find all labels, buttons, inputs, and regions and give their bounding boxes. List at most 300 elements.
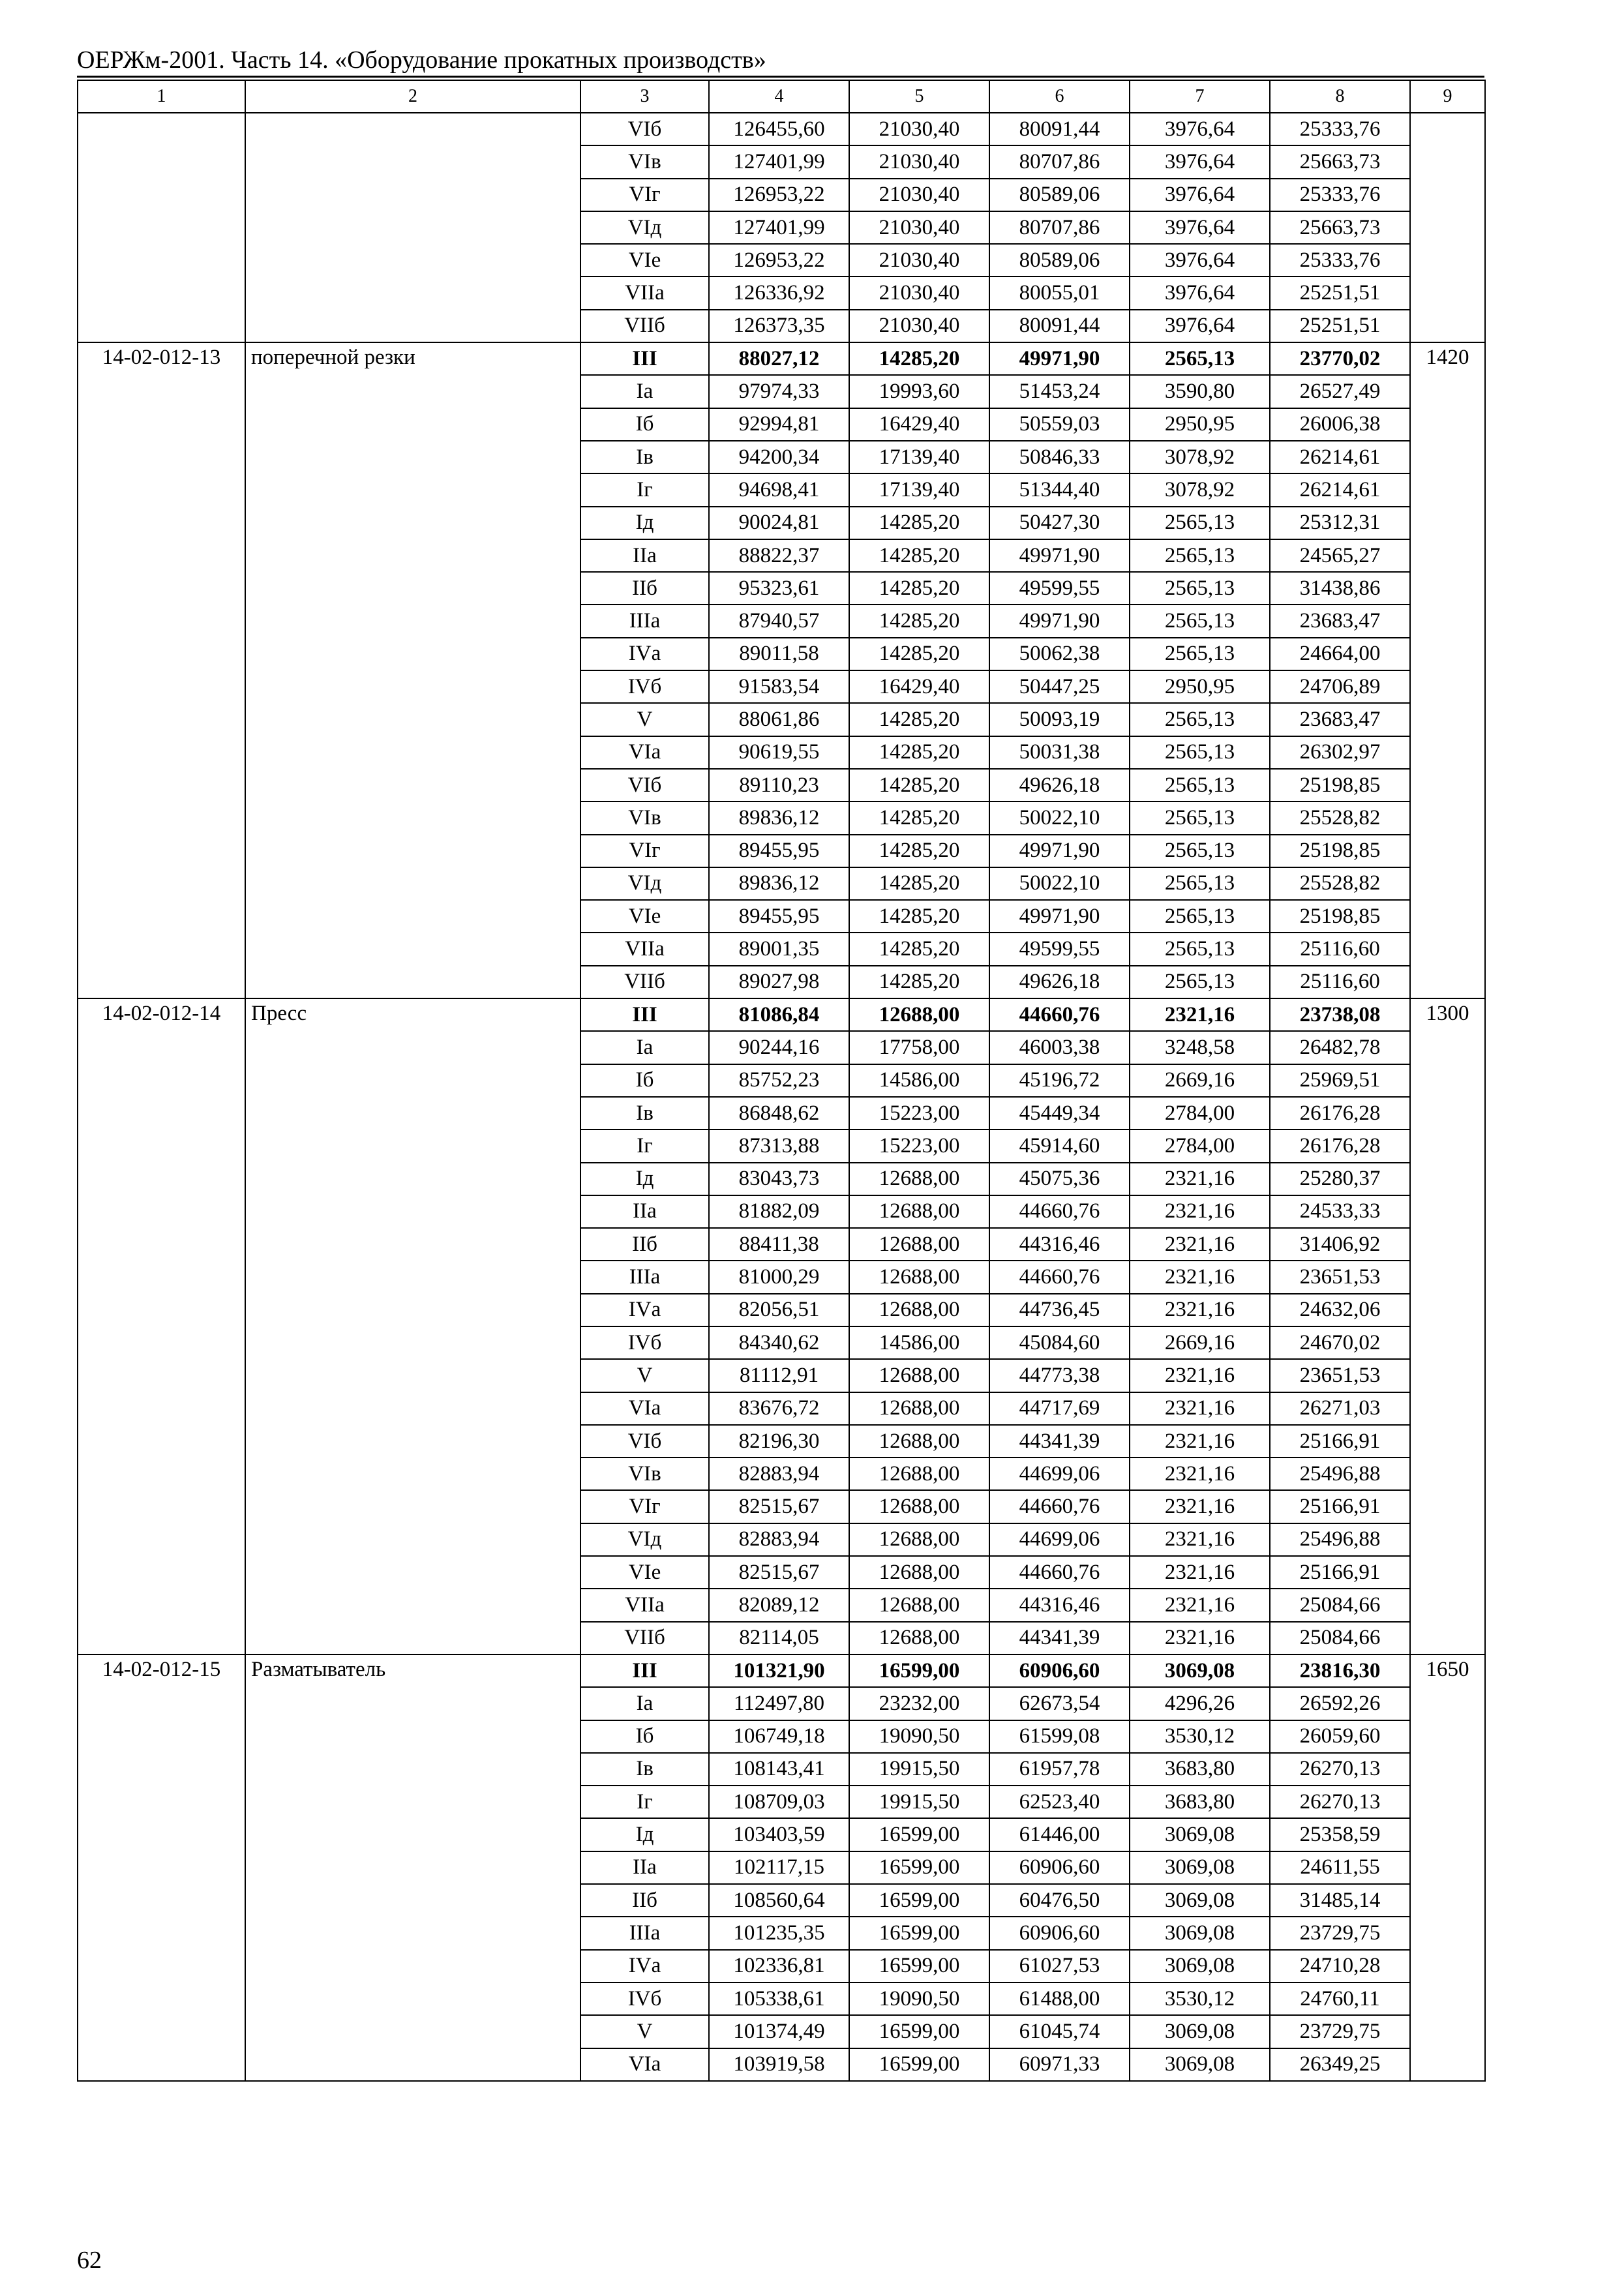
value-cell-v7: 2669,16 [1130,1064,1270,1097]
value-cell-v5: 21030,40 [849,145,989,178]
value-cell-v4: 81086,84 [709,998,849,1031]
value-cell-v7: 2565,13 [1130,572,1270,605]
value-cell-v5: 14285,20 [849,867,989,900]
value-cell-v7: 2565,13 [1130,900,1270,933]
zone-cell: VIе [580,244,709,277]
value-cell-v5: 12688,00 [849,1261,989,1293]
value-cell-v7: 3069,08 [1130,1818,1270,1851]
value-cell-v6: 80091,44 [989,113,1130,145]
value-cell-v4: 101321,90 [709,1654,849,1687]
value-cell-v4: 105338,61 [709,1982,849,2015]
value-cell-v4: 89011,58 [709,638,849,670]
value-cell-v8: 25663,73 [1270,211,1410,244]
zone-cell: IVб [580,670,709,703]
value-cell-v7: 3530,12 [1130,1982,1270,2015]
zone-cell: IVа [580,638,709,670]
zone-cell: IIIа [580,1261,709,1293]
price-table [77,80,1486,2082]
value-cell-v7: 2950,95 [1130,670,1270,703]
zone-cell: Iб [580,408,709,441]
value-cell-v5: 21030,40 [849,310,989,342]
value-cell-v6: 44660,76 [989,1195,1130,1228]
value-cell-v6: 44660,76 [989,1261,1130,1293]
value-cell-v8: 25333,76 [1270,179,1410,211]
value-cell-v7: 2565,13 [1130,507,1270,539]
value-cell-v5: 14285,20 [849,342,989,375]
item-name-cell [245,113,580,342]
value-cell-v7: 2565,13 [1130,966,1270,998]
value-cell-v7: 2321,16 [1130,1195,1270,1228]
value-cell-v7: 2565,13 [1130,342,1270,375]
value-cell-v4: 127401,99 [709,211,849,244]
item-name-cell: Пресс [245,998,580,1654]
value-cell-v8: 25280,37 [1270,1163,1410,1195]
value-cell-v4: 82114,05 [709,1622,849,1654]
zone-cell: VIб [580,769,709,801]
item-code-cell: 14-02-012-13 [78,342,245,998]
value-cell-v6: 44660,76 [989,1490,1130,1523]
value-cell-v5: 12688,00 [849,1392,989,1425]
value-cell-v7: 3078,92 [1130,441,1270,473]
value-cell-v5: 14285,20 [849,769,989,801]
zone-cell: IIIа [580,1917,709,1949]
zone-cell: VIд [580,867,709,900]
item-code-cell: 14-02-012-15 [78,1654,245,2081]
value-cell-v4: 101235,35 [709,1917,849,1949]
value-cell-v6: 80055,01 [989,277,1130,309]
zone-cell: V [580,2015,709,2048]
value-cell-v6: 60906,60 [989,1851,1130,1884]
value-cell-v6: 50559,03 [989,408,1130,441]
zone-cell: Iв [580,1753,709,1786]
value-cell-v4: 102336,81 [709,1950,849,1982]
value-cell-v7: 3976,64 [1130,211,1270,244]
value-cell-v7: 3069,08 [1130,1654,1270,1687]
value-cell-v5: 19915,50 [849,1753,989,1786]
value-cell-v8: 26176,28 [1270,1130,1410,1162]
value-cell-v4: 89001,35 [709,933,849,965]
value-cell-v5: 14285,20 [849,801,989,834]
value-cell-v6: 45084,60 [989,1326,1130,1359]
zone-cell: VIб [580,1425,709,1458]
value-cell-v6: 49971,90 [989,342,1130,375]
value-cell-v5: 19090,50 [849,1982,989,2015]
value-cell-v7: 2565,13 [1130,835,1270,867]
value-cell-v8: 31438,86 [1270,572,1410,605]
value-cell-v5: 16599,00 [849,1950,989,1982]
value-cell-v6: 50427,30 [989,507,1130,539]
zone-cell: IIа [580,1195,709,1228]
value-cell-v5: 17139,40 [849,473,989,506]
value-cell-v6: 44660,76 [989,1556,1130,1589]
value-cell-v8: 25333,76 [1270,244,1410,277]
zone-cell: VIIб [580,966,709,998]
value-cell-v5: 12688,00 [849,1195,989,1228]
column-number: 8 [1270,80,1410,113]
value-cell-v4: 83043,73 [709,1163,849,1195]
value-cell-v7: 2950,95 [1130,408,1270,441]
value-cell-v8: 25084,66 [1270,1622,1410,1654]
zone-cell: VIв [580,145,709,178]
value-cell-v7: 3069,08 [1130,1851,1270,1884]
value-cell-v5: 14586,00 [849,1326,989,1359]
zone-cell: IVа [580,1294,709,1326]
zone-cell: VIг [580,835,709,867]
value-cell-v8: 26271,03 [1270,1392,1410,1425]
zone-cell: IVа [580,1950,709,1982]
zone-cell: VIIа [580,933,709,965]
value-cell-v6: 44660,76 [989,998,1130,1031]
item-code-cell [78,113,245,342]
value-cell-v6: 45449,34 [989,1097,1130,1130]
table-row [78,998,1485,1031]
zone-cell: VIIа [580,1589,709,1621]
value-cell-v6: 62523,40 [989,1786,1130,1818]
value-cell-v4: 89455,95 [709,900,849,933]
table-body [78,80,1485,2081]
value-cell-v8: 25496,88 [1270,1523,1410,1556]
value-cell-v7: 2565,13 [1130,736,1270,769]
value-cell-v4: 82883,94 [709,1523,849,1556]
value-cell-v5: 14285,20 [849,638,989,670]
value-cell-v8: 23651,53 [1270,1261,1410,1293]
value-cell-v4: 86848,62 [709,1097,849,1130]
value-cell-v8: 25969,51 [1270,1064,1410,1097]
value-cell-v6: 61446,00 [989,1818,1130,1851]
value-cell-v6: 61027,53 [989,1950,1130,1982]
value-cell-v5: 15223,00 [849,1130,989,1162]
zone-cell: VIIб [580,310,709,342]
value-cell-v7: 2565,13 [1130,638,1270,670]
value-cell-v7: 2565,13 [1130,867,1270,900]
value-cell-v7: 2321,16 [1130,1490,1270,1523]
value-cell-v6: 61599,08 [989,1720,1130,1753]
value-cell-v4: 126953,22 [709,244,849,277]
value-cell-v5: 12688,00 [849,1294,989,1326]
value-cell-v6: 44316,46 [989,1589,1130,1621]
zone-cell: IVб [580,1326,709,1359]
extra-value-cell: 1300 [1410,998,1485,1654]
value-cell-v5: 14285,20 [849,539,989,572]
value-cell-v4: 82883,94 [709,1458,849,1490]
value-cell-v5: 16599,00 [849,2015,989,2048]
zone-cell: VIг [580,1490,709,1523]
value-cell-v5: 14285,20 [849,507,989,539]
value-cell-v6: 50062,38 [989,638,1130,670]
value-cell-v7: 2784,00 [1130,1097,1270,1130]
value-cell-v5: 12688,00 [849,1228,989,1261]
value-cell-v7: 2565,13 [1130,703,1270,736]
value-cell-v4: 83676,72 [709,1392,849,1425]
value-cell-v8: 25251,51 [1270,277,1410,309]
value-cell-v8: 25166,91 [1270,1556,1410,1589]
value-cell-v7: 2321,16 [1130,998,1270,1031]
value-cell-v4: 94698,41 [709,473,849,506]
value-cell-v7: 3976,64 [1130,179,1270,211]
value-cell-v7: 3976,64 [1130,310,1270,342]
zone-cell: Iа [580,1687,709,1720]
value-cell-v7: 2321,16 [1130,1589,1270,1621]
zone-cell: III [580,1654,709,1687]
value-cell-v5: 21030,40 [849,211,989,244]
value-cell-v8: 26270,13 [1270,1753,1410,1786]
value-cell-v4: 81000,29 [709,1261,849,1293]
value-cell-v7: 3069,08 [1130,1917,1270,1949]
value-cell-v5: 15223,00 [849,1097,989,1130]
value-cell-v8: 25663,73 [1270,145,1410,178]
zone-cell: VIб [580,113,709,145]
value-cell-v6: 62673,54 [989,1687,1130,1720]
zone-cell: VIв [580,801,709,834]
value-cell-v6: 50031,38 [989,736,1130,769]
value-cell-v6: 60906,60 [989,1917,1130,1949]
zone-cell: VIд [580,211,709,244]
value-cell-v8: 24632,06 [1270,1294,1410,1326]
value-cell-v6: 45196,72 [989,1064,1130,1097]
column-number: 5 [849,80,989,113]
zone-cell: VIд [580,1523,709,1556]
value-cell-v4: 82515,67 [709,1490,849,1523]
value-cell-v6: 49626,18 [989,966,1130,998]
value-cell-v5: 14586,00 [849,1064,989,1097]
value-cell-v4: 90619,55 [709,736,849,769]
zone-cell: IIб [580,1228,709,1261]
value-cell-v8: 25116,60 [1270,933,1410,965]
value-cell-v5: 14285,20 [849,703,989,736]
value-cell-v4: 89836,12 [709,867,849,900]
value-cell-v7: 2321,16 [1130,1261,1270,1293]
value-cell-v8: 24706,89 [1270,670,1410,703]
value-cell-v6: 49599,55 [989,572,1130,605]
value-cell-v5: 19915,50 [849,1786,989,1818]
value-cell-v4: 82515,67 [709,1556,849,1589]
column-number: 3 [580,80,709,113]
value-cell-v4: 90244,16 [709,1031,849,1064]
value-cell-v5: 16429,40 [849,670,989,703]
value-cell-v7: 2321,16 [1130,1294,1270,1326]
value-cell-v7: 3078,92 [1130,473,1270,506]
zone-cell: Iд [580,1163,709,1195]
zone-cell: Iд [580,507,709,539]
value-cell-v7: 3683,80 [1130,1753,1270,1786]
value-cell-v4: 81112,91 [709,1359,849,1392]
value-cell-v6: 49971,90 [989,900,1130,933]
value-cell-v7: 3590,80 [1130,375,1270,408]
value-cell-v8: 26592,26 [1270,1687,1410,1720]
zone-cell: Iв [580,1097,709,1130]
value-cell-v8: 26059,60 [1270,1720,1410,1753]
value-cell-v5: 16599,00 [849,2048,989,2081]
value-cell-v5: 14285,20 [849,835,989,867]
zone-cell: III [580,342,709,375]
value-cell-v4: 89110,23 [709,769,849,801]
value-cell-v7: 3976,64 [1130,113,1270,145]
value-cell-v5: 14285,20 [849,900,989,933]
value-cell-v4: 82089,12 [709,1589,849,1621]
value-cell-v5: 17139,40 [849,441,989,473]
value-cell-v4: 112497,80 [709,1687,849,1720]
value-cell-v6: 50022,10 [989,801,1130,834]
value-cell-v5: 14285,20 [849,966,989,998]
zone-cell: VIе [580,1556,709,1589]
zone-cell: V [580,1359,709,1392]
value-cell-v6: 44717,69 [989,1392,1130,1425]
value-cell-v5: 21030,40 [849,277,989,309]
value-cell-v7: 2565,13 [1130,769,1270,801]
value-cell-v5: 21030,40 [849,179,989,211]
zone-cell: IIIа [580,605,709,637]
extra-value-cell [1410,113,1485,342]
value-cell-v6: 49971,90 [989,835,1130,867]
value-cell-v5: 12688,00 [849,998,989,1031]
table-row [78,1654,1485,1687]
value-cell-v6: 44773,38 [989,1359,1130,1392]
value-cell-v8: 23683,47 [1270,703,1410,736]
zone-cell: V [580,703,709,736]
value-cell-v6: 80091,44 [989,310,1130,342]
table-row [78,113,1485,145]
value-cell-v8: 25251,51 [1270,310,1410,342]
zone-cell: Iг [580,1130,709,1162]
value-cell-v7: 3069,08 [1130,2048,1270,2081]
value-cell-v8: 25528,82 [1270,801,1410,834]
item-code-cell: 14-02-012-14 [78,998,245,1654]
value-cell-v7: 3976,64 [1130,277,1270,309]
value-cell-v5: 21030,40 [849,113,989,145]
value-cell-v8: 23651,53 [1270,1359,1410,1392]
value-cell-v6: 50022,10 [989,867,1130,900]
value-cell-v5: 14285,20 [849,933,989,965]
value-cell-v6: 45075,36 [989,1163,1130,1195]
value-cell-v5: 12688,00 [849,1458,989,1490]
value-cell-v7: 2321,16 [1130,1359,1270,1392]
zone-cell: Iб [580,1720,709,1753]
value-cell-v4: 88822,37 [709,539,849,572]
value-cell-v4: 92994,81 [709,408,849,441]
zone-cell: IIб [580,572,709,605]
value-cell-v5: 17758,00 [849,1031,989,1064]
value-cell-v7: 3683,80 [1130,1786,1270,1818]
value-cell-v4: 108560,64 [709,1884,849,1917]
value-cell-v8: 26176,28 [1270,1097,1410,1130]
value-cell-v4: 90024,81 [709,507,849,539]
value-cell-v7: 2321,16 [1130,1458,1270,1490]
value-cell-v7: 2565,13 [1130,539,1270,572]
value-cell-v7: 2669,16 [1130,1326,1270,1359]
value-cell-v8: 25116,60 [1270,966,1410,998]
value-cell-v8: 23729,75 [1270,1917,1410,1949]
value-cell-v4: 87313,88 [709,1130,849,1162]
value-cell-v5: 12688,00 [849,1163,989,1195]
value-cell-v4: 102117,15 [709,1851,849,1884]
value-cell-v7: 2565,13 [1130,801,1270,834]
zone-cell: Iг [580,1786,709,1818]
value-cell-v7: 4296,26 [1130,1687,1270,1720]
zone-cell: Iг [580,473,709,506]
value-cell-v6: 49599,55 [989,933,1130,965]
value-cell-v4: 89836,12 [709,801,849,834]
value-cell-v8: 26214,61 [1270,473,1410,506]
value-cell-v5: 12688,00 [849,1589,989,1621]
value-cell-v8: 25496,88 [1270,1458,1410,1490]
value-cell-v8: 24611,55 [1270,1851,1410,1884]
value-cell-v6: 60906,60 [989,1654,1130,1687]
value-cell-v8: 26482,78 [1270,1031,1410,1064]
value-cell-v5: 16599,00 [849,1851,989,1884]
value-cell-v5: 12688,00 [849,1425,989,1458]
value-cell-v7: 3069,08 [1130,2015,1270,2048]
value-cell-v5: 12688,00 [849,1622,989,1654]
value-cell-v8: 26302,97 [1270,736,1410,769]
value-cell-v8: 25528,82 [1270,867,1410,900]
page-number: 62 [77,2247,102,2274]
value-cell-v5: 19090,50 [849,1720,989,1753]
value-cell-v6: 44699,06 [989,1523,1130,1556]
value-cell-v4: 88027,12 [709,342,849,375]
value-cell-v6: 44341,39 [989,1425,1130,1458]
value-cell-v4: 101374,49 [709,2015,849,2048]
zone-cell: IIа [580,1851,709,1884]
value-cell-v8: 25084,66 [1270,1589,1410,1621]
value-cell-v6: 61045,74 [989,2015,1130,2048]
value-cell-v7: 2321,16 [1130,1392,1270,1425]
value-cell-v4: 126455,60 [709,113,849,145]
value-cell-v6: 49971,90 [989,539,1130,572]
value-cell-v4: 108143,41 [709,1753,849,1786]
value-cell-v8: 25198,85 [1270,769,1410,801]
value-cell-v6: 61488,00 [989,1982,1130,2015]
value-cell-v8: 23738,08 [1270,998,1410,1031]
value-cell-v8: 25166,91 [1270,1425,1410,1458]
value-cell-v7: 2321,16 [1130,1523,1270,1556]
value-cell-v7: 2321,16 [1130,1622,1270,1654]
value-cell-v4: 126373,35 [709,310,849,342]
zone-cell: Iа [580,1031,709,1064]
value-cell-v4: 81882,09 [709,1195,849,1228]
value-cell-v5: 12688,00 [849,1523,989,1556]
value-cell-v6: 51453,24 [989,375,1130,408]
zone-cell: VIе [580,900,709,933]
value-cell-v4: 84340,62 [709,1326,849,1359]
value-cell-v8: 31406,92 [1270,1228,1410,1261]
value-cell-v4: 126336,92 [709,277,849,309]
zone-cell: VIа [580,1392,709,1425]
zone-cell: VIIб [580,1622,709,1654]
value-cell-v8: 26270,13 [1270,1786,1410,1818]
value-cell-v8: 25198,85 [1270,835,1410,867]
value-cell-v6: 50447,25 [989,670,1130,703]
value-cell-v5: 14285,20 [849,605,989,637]
value-cell-v4: 89027,98 [709,966,849,998]
zone-cell: IIа [580,539,709,572]
column-number: 9 [1410,80,1485,113]
value-cell-v6: 60971,33 [989,2048,1130,2081]
value-cell-v5: 12688,00 [849,1359,989,1392]
value-cell-v8: 25166,91 [1270,1490,1410,1523]
value-cell-v7: 3976,64 [1130,244,1270,277]
value-cell-v6: 49971,90 [989,605,1130,637]
value-cell-v8: 24670,02 [1270,1326,1410,1359]
value-cell-v8: 23770,02 [1270,342,1410,375]
value-cell-v4: 82056,51 [709,1294,849,1326]
value-cell-v5: 12688,00 [849,1556,989,1589]
value-cell-v7: 2565,13 [1130,605,1270,637]
value-cell-v7: 2321,16 [1130,1163,1270,1195]
value-cell-v8: 23683,47 [1270,605,1410,637]
header-rule [77,76,1484,78]
item-name-cell: поперечной резки [245,342,580,998]
value-cell-v4: 106749,18 [709,1720,849,1753]
